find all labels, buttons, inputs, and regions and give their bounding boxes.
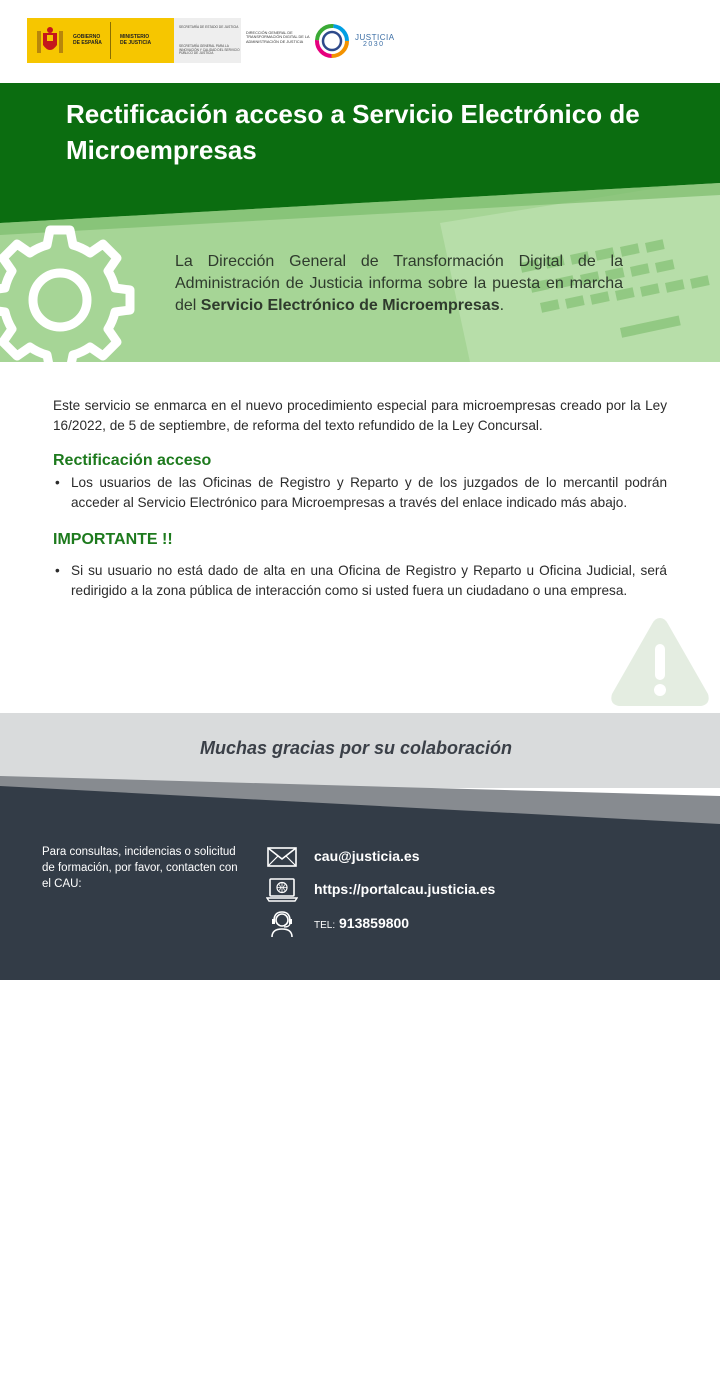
phone-contact[interactable] bbox=[266, 910, 566, 938]
justicia-word: JUSTICIA bbox=[355, 33, 395, 42]
envelope-icon bbox=[266, 843, 298, 871]
header-logos bbox=[0, 0, 720, 83]
email-contact[interactable] bbox=[266, 843, 566, 871]
intro-text: La Dirección General de Transformación Digital de la Administración de Justicia informa sobre la puesta en marcha del bbox=[175, 253, 623, 314]
intro-end: . bbox=[499, 297, 505, 314]
thanks-message: Muchas gracias por su colaboración bbox=[199, 738, 513, 758]
justicia-ring-icon bbox=[313, 21, 353, 61]
gobierno-line2: DE ESPAÑA bbox=[73, 40, 102, 46]
logo-divider bbox=[110, 22, 111, 59]
direccion-general-label: DIRECCIÓN GENERAL DE TRANSFORMACIÓN DIGITAL DE LA ADMINISTRACIÓN DE JUSTICIA bbox=[246, 31, 310, 44]
section-heading-importante: IMPORTANTE !! bbox=[53, 531, 173, 548]
email-link[interactable]: cau@justicia.es bbox=[314, 848, 420, 864]
intro-bold: Servicio Electrónico de Microempresas bbox=[200, 297, 500, 314]
justicia-year: 2030 bbox=[363, 41, 385, 48]
section-heading-rectificacion: Rectificación acceso bbox=[53, 452, 212, 469]
bullet-text-importante: Si su usuario no está dado de alta en una Oficina de Registro y Reparto u Oficina Judicial, será redirigido a la zona pública de interacción como si usted fuera un ciudadano o una empresa. bbox=[71, 563, 667, 598]
page-title: Rectificación acceso a Servicio Electrónico de Microempresas bbox=[66, 99, 640, 165]
list-item bbox=[53, 561, 667, 601]
warning-icon bbox=[608, 614, 712, 708]
laptop-globe-icon bbox=[266, 876, 298, 904]
coat-of-arms-icon bbox=[35, 25, 65, 57]
headset-agent-icon bbox=[266, 910, 298, 938]
ministerio-line1: MINISTERIO bbox=[120, 34, 150, 40]
gobierno-line1: GOBIERNO bbox=[73, 34, 101, 40]
portal-link[interactable]: https://portalcau.justicia.es bbox=[314, 881, 496, 897]
gobierno-label bbox=[73, 34, 102, 46]
secretaria-label: SECRETARÍA DE ESTADO DE JUSTICIA bbox=[179, 25, 239, 29]
ministerio-line2: DE JUSTICIA bbox=[120, 40, 152, 46]
phone-number[interactable] bbox=[314, 915, 409, 931]
ministerio-label bbox=[120, 34, 151, 46]
portal-contact[interactable] bbox=[266, 876, 566, 904]
intro-paragraph bbox=[175, 251, 623, 317]
tel-number: 913859800 bbox=[339, 915, 410, 931]
bullet-dot: • bbox=[55, 563, 60, 578]
secretaria-general-label: SECRETARÍA GENERAL PARA LA INNOVACIÓN Y CALIDAD DEL SERVICIO PÚBLICO DE JUSTICIA bbox=[179, 44, 240, 56]
contact-text: Para consultas, incidencias o solicitud de formación, por favor, contacten con el CAU: bbox=[42, 846, 238, 890]
justicia-2030-logo bbox=[313, 21, 393, 61]
bullet-text-rectificacion: Los usuarios de las Oficinas de Registro y Reparto y de los juzgados de lo mercantil podrán acceder al Servicio Electrónico para Microempresas a través del enlace indicado más abajo. bbox=[71, 475, 667, 510]
bullet-dot: • bbox=[55, 475, 60, 490]
body-paragraph: Este servicio se enmarca en el nuevo procedimiento especial para microempresas creado por la Ley 16/2022, de 5 de septiembre, de reforma del texto refundido de la Ley Concursal. bbox=[53, 398, 667, 433]
government-logo bbox=[27, 18, 241, 63]
list-item bbox=[53, 473, 667, 513]
tel-label: TEL: bbox=[314, 920, 336, 931]
